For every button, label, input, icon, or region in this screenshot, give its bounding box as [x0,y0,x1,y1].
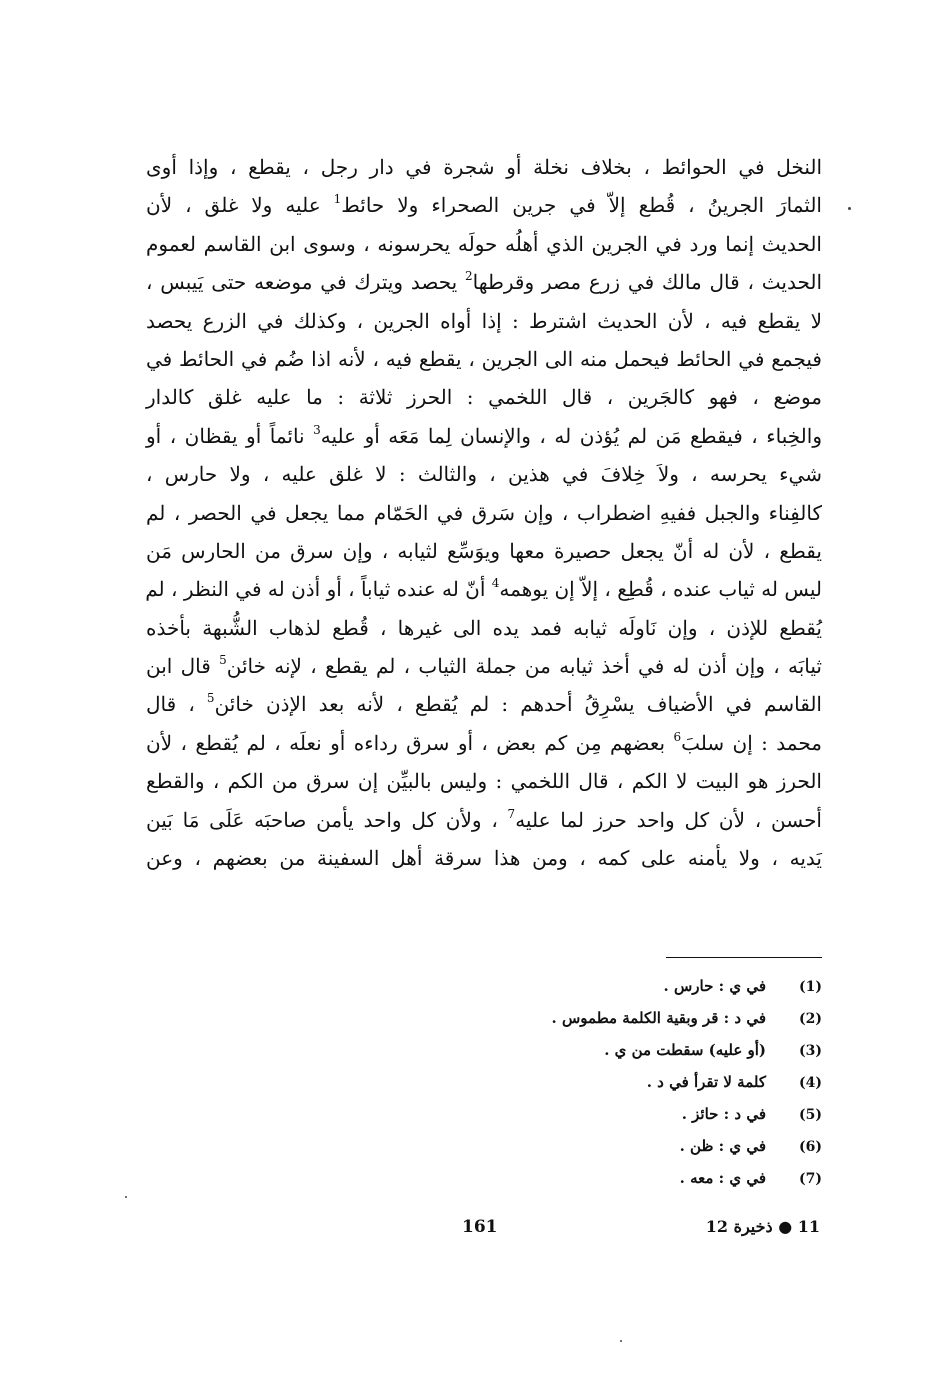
text-line: والخِباء ، فيقطع مَن لم يُؤذن له ، والإنسان لِما مَعَه أو عليه$^3$ نائماً أو يقظان ، أو [146,422,822,448]
footnote-item [382,1162,822,1194]
text-line: ثيابَه ، وإن أذن له في أخذ ثيابه من جملة الثياب ، لم يقطع ، لإنه خائن$^5$ قال ابن [146,653,822,679]
footnote-item [382,1034,822,1066]
footnote-text: في ي : ظن . [679,1137,766,1155]
text-line: الحديث ، قال مالك في زرع مصر وقرطها$^2$ يحصد ويترك في موضعه حتى يَيبس ، [146,269,822,295]
footnote-text: في ي : حارس . [663,977,766,995]
text-line: محمد : إن سلبَ$^6$ بعضهم مِن كم بعض ، أو سرق رداءه أو نعلَه ، لم يُقطع ، لأن [146,729,822,755]
footnote-number: (1) [799,979,822,995]
footnote-ref: 7 [507,806,516,821]
scan-speck [125,1196,127,1198]
footnote-text: في ي : معه . [679,1169,766,1187]
text-line: الحديث إنما ورد في الجرين الذي أهلُه حولَه يحرسونه ، وسوى ابن القاسم لعموم [146,231,822,256]
footnote-item [382,1098,822,1130]
footnote-ref: 5 [206,691,215,706]
printer-signature: 11 ● ذخيرة 12 [705,1217,820,1236]
footnote-text: في د : حائز . [681,1105,766,1123]
footnote-number: (2) [799,1011,822,1027]
text-line: فيجمع في الحائط فيحمل منه الى الجرين ، يقطع فيه ، لأنه اذا ضُم في الحائط في [146,346,822,371]
footnote-text: كلمة لا تقرأ في د . [646,1073,766,1091]
footnote-text: في د : قر وبقية الكلمة مطموس . [551,1009,766,1027]
footnote-number: (6) [799,1139,822,1155]
footnote-text: (أو عليه) سقطت من ي . [604,1041,766,1059]
footnote-number: (5) [799,1107,822,1123]
footnote-item [382,1130,822,1162]
footnote-number: (4) [799,1075,822,1091]
text-line: يَديه ، ولا يأمنه على كمه ، ومن هذا سرقة أهل السفينة من بعضهم ، وعن [146,846,822,871]
footnote-ref: 5 [219,653,227,668]
text-line: القاسم في الأضياف يسْرِقُ أحدهم : لم يُقطع ، لأنه بعد الإذن خائن$^5$ ، قال [146,691,822,717]
text-line: النخل في الحوائط ، بخلاف نخلة أو شجرة في دار رجل ، يقطع ، وإذا أوى [146,155,823,179]
footnote-item [382,1066,822,1098]
scan-speck [620,1340,622,1342]
footnote-ref: 4 [491,576,500,591]
footnotes-block [382,970,822,1194]
text-line: أحسن ، لأن كل واحد حرز لما عليه$^7$ ، ولأن كل واحد يأمن صاحبَه عَلَى مَا بَين [146,806,822,832]
page-number: 161 [462,1217,498,1237]
text-line: الثمارَ الجرينُ ، قُطع إلاّ في جرين الصحراء ولا حائط$^1$ عليه ولا غلق ، لأن [146,192,822,218]
text-line: الحرز هو البيت لا الكم ، قال اللخمي : وليس بالبيِّن إن سرق من الكم ، والقطع [146,769,822,794]
footnote-number: (3) [799,1043,822,1059]
text-line: شيء يحرسه ، ولاَ خِلافَ في هذين ، والثالث : لا غلق عليه ، ولا حارس ، [146,462,822,487]
text-line: ليس له ثياب عنده ، قُطِع ، إلاّ إن يوهمه$^4$ أنّ له عنده ثياباً ، أو أذن له في النظر ، لم [145,576,822,602]
text-line: لا يقطع فيه ، لأن الحديث اشترط : إذا أواه الجرين ، وكذلك في الزرع يحصد [146,308,822,333]
footnote-ref: 3 [313,422,321,437]
footnote-ref: 2 [465,269,473,284]
footnote-item [382,970,822,1002]
text-line: كالفِناء والجبل ففيهِ اضطراب ، وإن سَرق في الحَمّام مما يجعل في الحصر ، لم [146,500,822,525]
text-line: يُقطع للإذن ، وإن نَاولَه ثيابه فمد يده الى غيرها ، قُطع لذهاب الشُّبهة بأخذه [146,615,822,640]
footnote-ref: 6 [673,729,682,744]
footnote-item [382,1002,822,1034]
main-text-block [146,148,822,877]
scan-speck [848,207,851,210]
footnote-number: (7) [799,1171,822,1187]
footnote-separator [666,957,822,958]
text-line: موضع ، فهو كالجَرين ، قال اللخمي : الحرز ثلاثة : ما عليه غلق كالدار [146,385,822,410]
text-line: يقطع ، لأن له أنّ يجعل حصيرة معها ويوَسِّع لثيابه ، وإن سرق من الحارس مَن [146,538,822,563]
footnote-ref: 1 [333,192,342,207]
